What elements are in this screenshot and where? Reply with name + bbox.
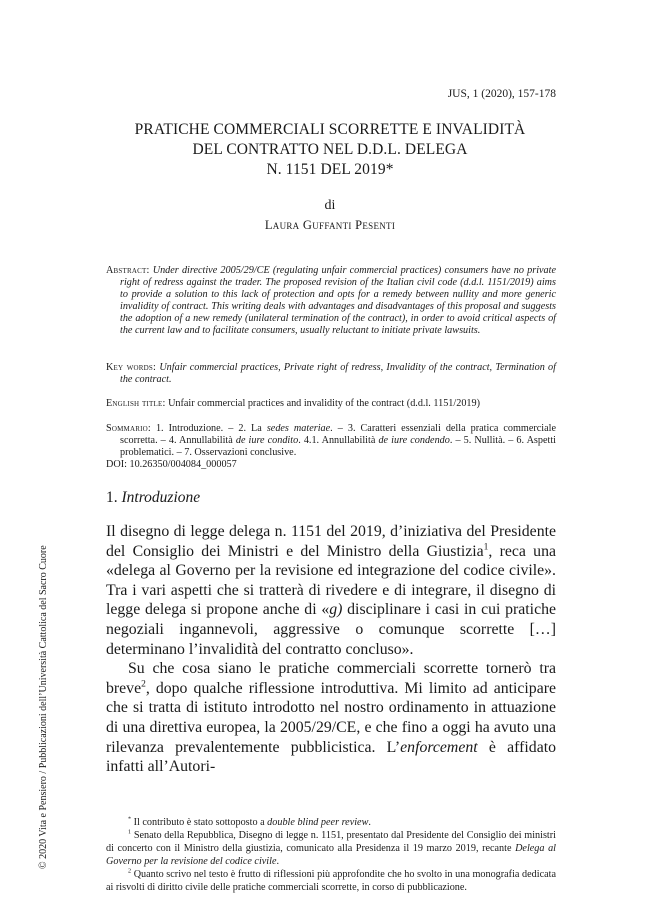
by-line: di <box>324 198 336 213</box>
running-head: JUS, 1 (2020), 157-178 <box>447 88 556 100</box>
footnotes <box>106 816 556 894</box>
title-line-1: PRATICHE COMMERCIALI SCORRETTE E INVALIDITÀ <box>134 121 526 138</box>
author-name: Laura Guffanti Pesenti <box>264 218 396 232</box>
doi: DOI: 10.26350/004084_000057 <box>106 459 237 470</box>
paragraph-2: Su che cosa siano le pratiche commerciali scorrette tornerò tra breve$^2$, dopo qualche riflessione introduttiva. Mi limito ad anticipare che si tratta di istituto introdotto nel nostro ordinamento in attuazione di una direttiva europea, la 2005/29/CE, e che fino a oggi ha avuto una rilevanza prevalentemente pubblicistica. L’enforcement è affidato infatti all’Autori- <box>106 660 557 776</box>
footnote-ref-1: 1 <box>483 542 489 553</box>
footnote-1: $^1$ Senato della Repubblica, Disegno di legge n. 1151, presentato dal Presidente del Consiglio dei ministri di concerto con il Ministro della giustizia, comunicato alla Presidenza il 19 marzo 2019, recante Delega al Governo per la revisione del codice civile. <box>106 829 557 867</box>
title-line-3: N. 1151 DEL 2019* <box>266 161 394 178</box>
keywords <box>106 362 556 386</box>
abstract-label: Abstract: <box>106 265 150 276</box>
section-number: 1. <box>106 489 118 506</box>
summary: Sommario: 1. Introduzione. – 2. La sedes materiae. – 3. Caratteri essenziali della pratica commerciale scorretta. – 4. Annullabilità de iure condito. 4.1. Annullabilità de iure condendo. – 5. Nullità. – 6. Aspetti problematici. – 7. Osservazioni conclusive. <box>106 423 557 458</box>
article-title <box>100 120 560 180</box>
footnote-star: * Il contributo è stato sottoposto a double blind peer review. <box>128 816 371 828</box>
abstract <box>106 265 556 336</box>
footnote-ref-2: 2 <box>141 679 146 690</box>
paragraph-1: Il disegno di legge delega n. 1151 del 2019, d’iniziativa del Presidente del Consiglio dei Ministri e del Ministro della Giustizia$^1$, reca una «delega al Governo per la revisione ed integrazione del codice civile». Tra i vari aspetti che si tratterà di rivedere e di integrare, il disegno di legge delega si propone anche di «g) disciplinare i casi in cui pratiche negoziali ingannevoli, aggressive o comunque scorrette […] determinano l’invalidità del contratto concluso». <box>106 523 556 658</box>
section-heading <box>106 489 200 507</box>
keywords-text: Unfair commercial practices, Private right of redress, Invalidity of the contract, Termination of the contract. <box>120 362 556 385</box>
copyright-spine: © 2020 Vita e Pensiero / Pubblicazioni dell’Università Cattolica del Sacro Cuore <box>38 545 49 869</box>
english-title-label: English title: <box>106 398 166 409</box>
english-title <box>106 398 556 410</box>
body-text <box>106 522 556 777</box>
abstract-text: Under directive 2005/29/CE (regulating unfair commercial practices) consumers have no private right of redress against the trader. The proposed revision of the Italian civil code (d.d.l. 1151/2019) aims to provide a solution to this lack of protection and opts for a remedy between nullity and more generic invalidity of contract. This writing deals with advantages and disadvantages of this proposal and suggests the adoption of a new remedy (unilateral termination of the contract), in order to avoid critical aspects of the current law and to facilitate consumers, usually reluctant to initiate private lawsuits. <box>120 265 557 336</box>
summary-label: Sommario: <box>106 423 151 434</box>
footnote-2: $^2$ Quanto scrivo nel testo è frutto di riflessioni più approfondite che ho svolto in una monografia dedicata ai risvolti di diritto civile delle pratiche commerciali scorrette, in corso di pubblicazione. <box>106 868 556 893</box>
english-title-text: Unfair commercial practices and invalidity of the contract (d.d.l. 1151/2019) <box>168 398 480 409</box>
section-title: Introduzione <box>121 489 201 506</box>
title-line-2: DEL CONTRATTO NEL D.D.L. DELEGA <box>192 141 468 158</box>
keywords-label: Key words: <box>106 362 157 373</box>
